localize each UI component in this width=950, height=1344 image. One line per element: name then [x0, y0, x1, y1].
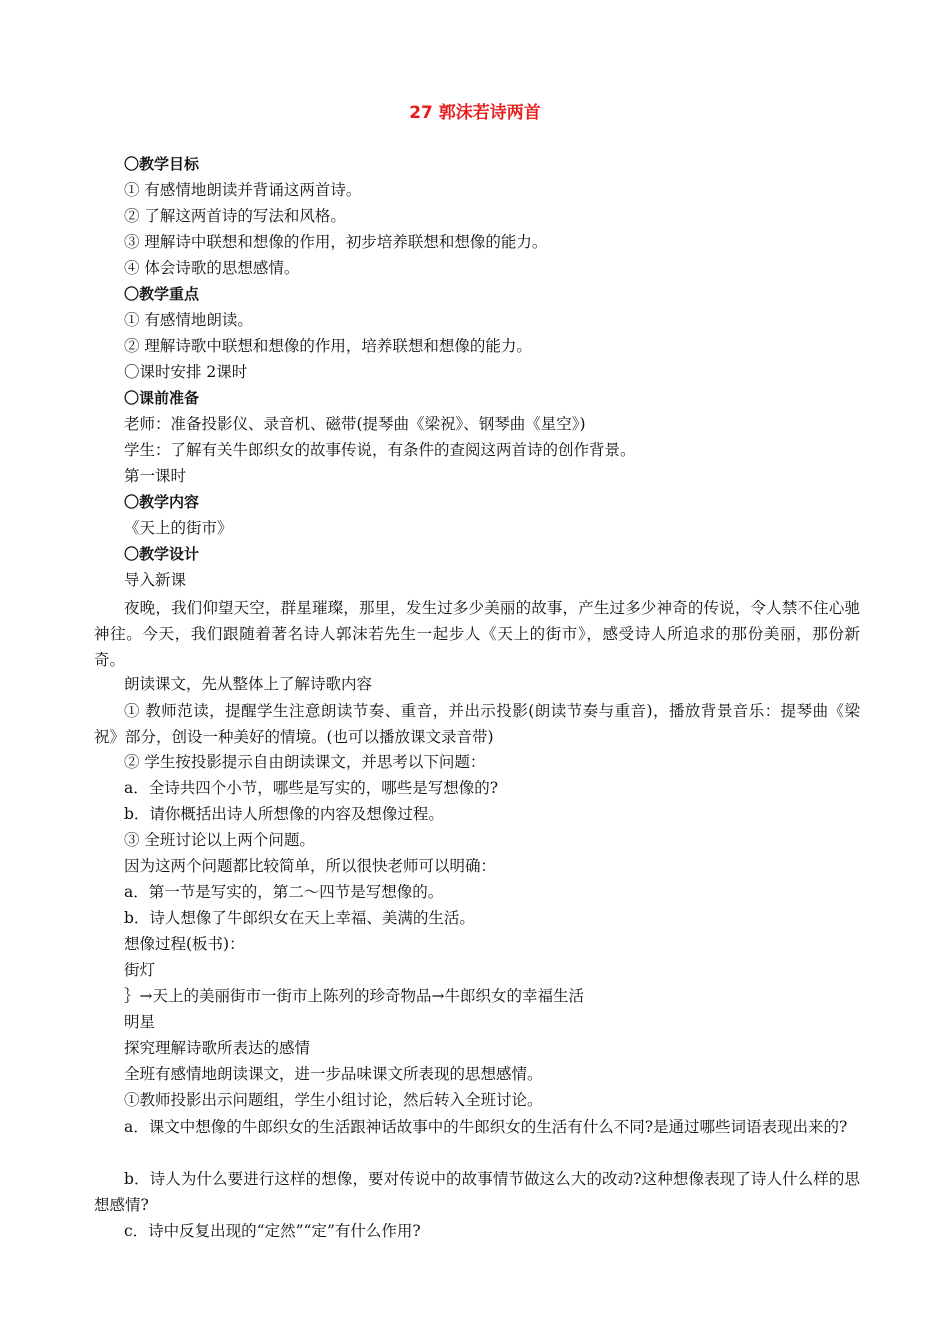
text-line: 《天上的街市》 [124, 519, 233, 537]
step-1-paragraph: ① 教师范读，提醒学生注意朗读节奏、重音，并出示投影(朗读节奏与重音)，播放背景音乐：提琴曲《梁祝》部分，创设一种美好的情境。(也可以播放课文录音带) [94, 702, 860, 746]
intro-paragraph: 夜晚，我们仰望天空，群星璀璨，那里，发生过多少美丽的故事，产生过多少神奇的传说，令人禁不住心驰神往。今天，我们跟随着著名诗人郭沫若先生一起步人《天上的街市》，感受诗人所追求的那份美丽，那份新奇。 [94, 599, 860, 669]
text-line: ② 学生按投影提示自由朗读课文，并思考以下问题： [124, 753, 486, 771]
text-line: 明星 [124, 1013, 156, 1031]
section-heading: 〇教学重点 [124, 285, 200, 303]
question-c-line: c．诗中反复出现的“定然”“定”有什么作用? [124, 1222, 421, 1240]
text-line: 学生：了解有关牛郎织女的故事传说，有条件的查阅这两首诗的创作背景。 [124, 441, 636, 459]
text-line: a．全诗共四个小节，哪些是写实的，哪些是写想像的? [124, 779, 499, 797]
text-line: ② 理解诗歌中联想和想像的作用，培养联想和想像的能力。 [124, 337, 532, 355]
section-heading: 〇教学目标 [124, 155, 200, 173]
section-heading: 〇教学设计 [124, 545, 200, 563]
text-line: 想像过程(板书)： [124, 935, 245, 953]
text-line: ① 有感情地朗读。 [124, 311, 253, 329]
text-line: ④ 体会诗歌的思想感情。 [124, 259, 300, 277]
text-line: 街灯 [124, 961, 156, 979]
page-title: 27 郭沫若诗两首 [409, 103, 541, 123]
text-line: ③ 理解诗中联想和想像的作用，初步培养联想和想像的能力。 [124, 233, 548, 251]
text-line: ② 了解这两首诗的写法和风格。 [124, 207, 346, 225]
text-line: 全班有感情地朗读课文，进一步品味课文所表现的思想感情。 [124, 1065, 543, 1083]
text-line: ① 有感情地朗读并背诵这两首诗。 [124, 181, 362, 199]
text-line: 因为这两个问题都比较简单，所以很快老师可以明确： [124, 857, 497, 875]
question-b-paragraph: b．诗人为什么要进行这样的想像，要对传说中的故事情节做这么大的改动?这种想像表现了诗人什么样的思想感情? [94, 1170, 860, 1214]
section-heading: 〇教学内容 [124, 493, 200, 511]
text-line: a．第一节是写实的，第二～四节是写想像的。 [124, 883, 444, 901]
question-a-paragraph: a．课文中想像的牛郎织女的生活跟神话故事中的牛郎织女的生活有什么不同?是通过哪些词语表现出来的? [124, 1118, 848, 1136]
text-line: ③ 全班讨论以上两个问题。 [124, 831, 315, 849]
text-line: b．请你概括出诗人所想像的内容及想像过程。 [124, 805, 444, 823]
text-line: 导入新课 [124, 571, 187, 589]
section-heading: 〇课前准备 [124, 389, 200, 407]
text-line: ｝→天上的美丽街市一街市上陈列的珍奇物品→牛郎织女的幸福生活 [124, 987, 584, 1005]
text-line: 探究理解诗歌所表达的感情 [124, 1039, 311, 1057]
text-line: ①教师投影出示问题组，学生小组讨论，然后转入全班讨论。 [124, 1091, 543, 1109]
text-line: 第一课时 [124, 467, 187, 485]
text-line: b．诗人想像了牛郎织女在天上幸福、美满的生活。 [124, 909, 475, 927]
text-line: 〇课时安排 2课时 [124, 363, 248, 381]
text-line: 老师：准备投影仪、录音机、磁带(提琴曲《梁祝》、钢琴曲《星空》) [124, 415, 586, 433]
reading-heading: 朗读课文，先从整体上了解诗歌内容 [124, 675, 373, 693]
